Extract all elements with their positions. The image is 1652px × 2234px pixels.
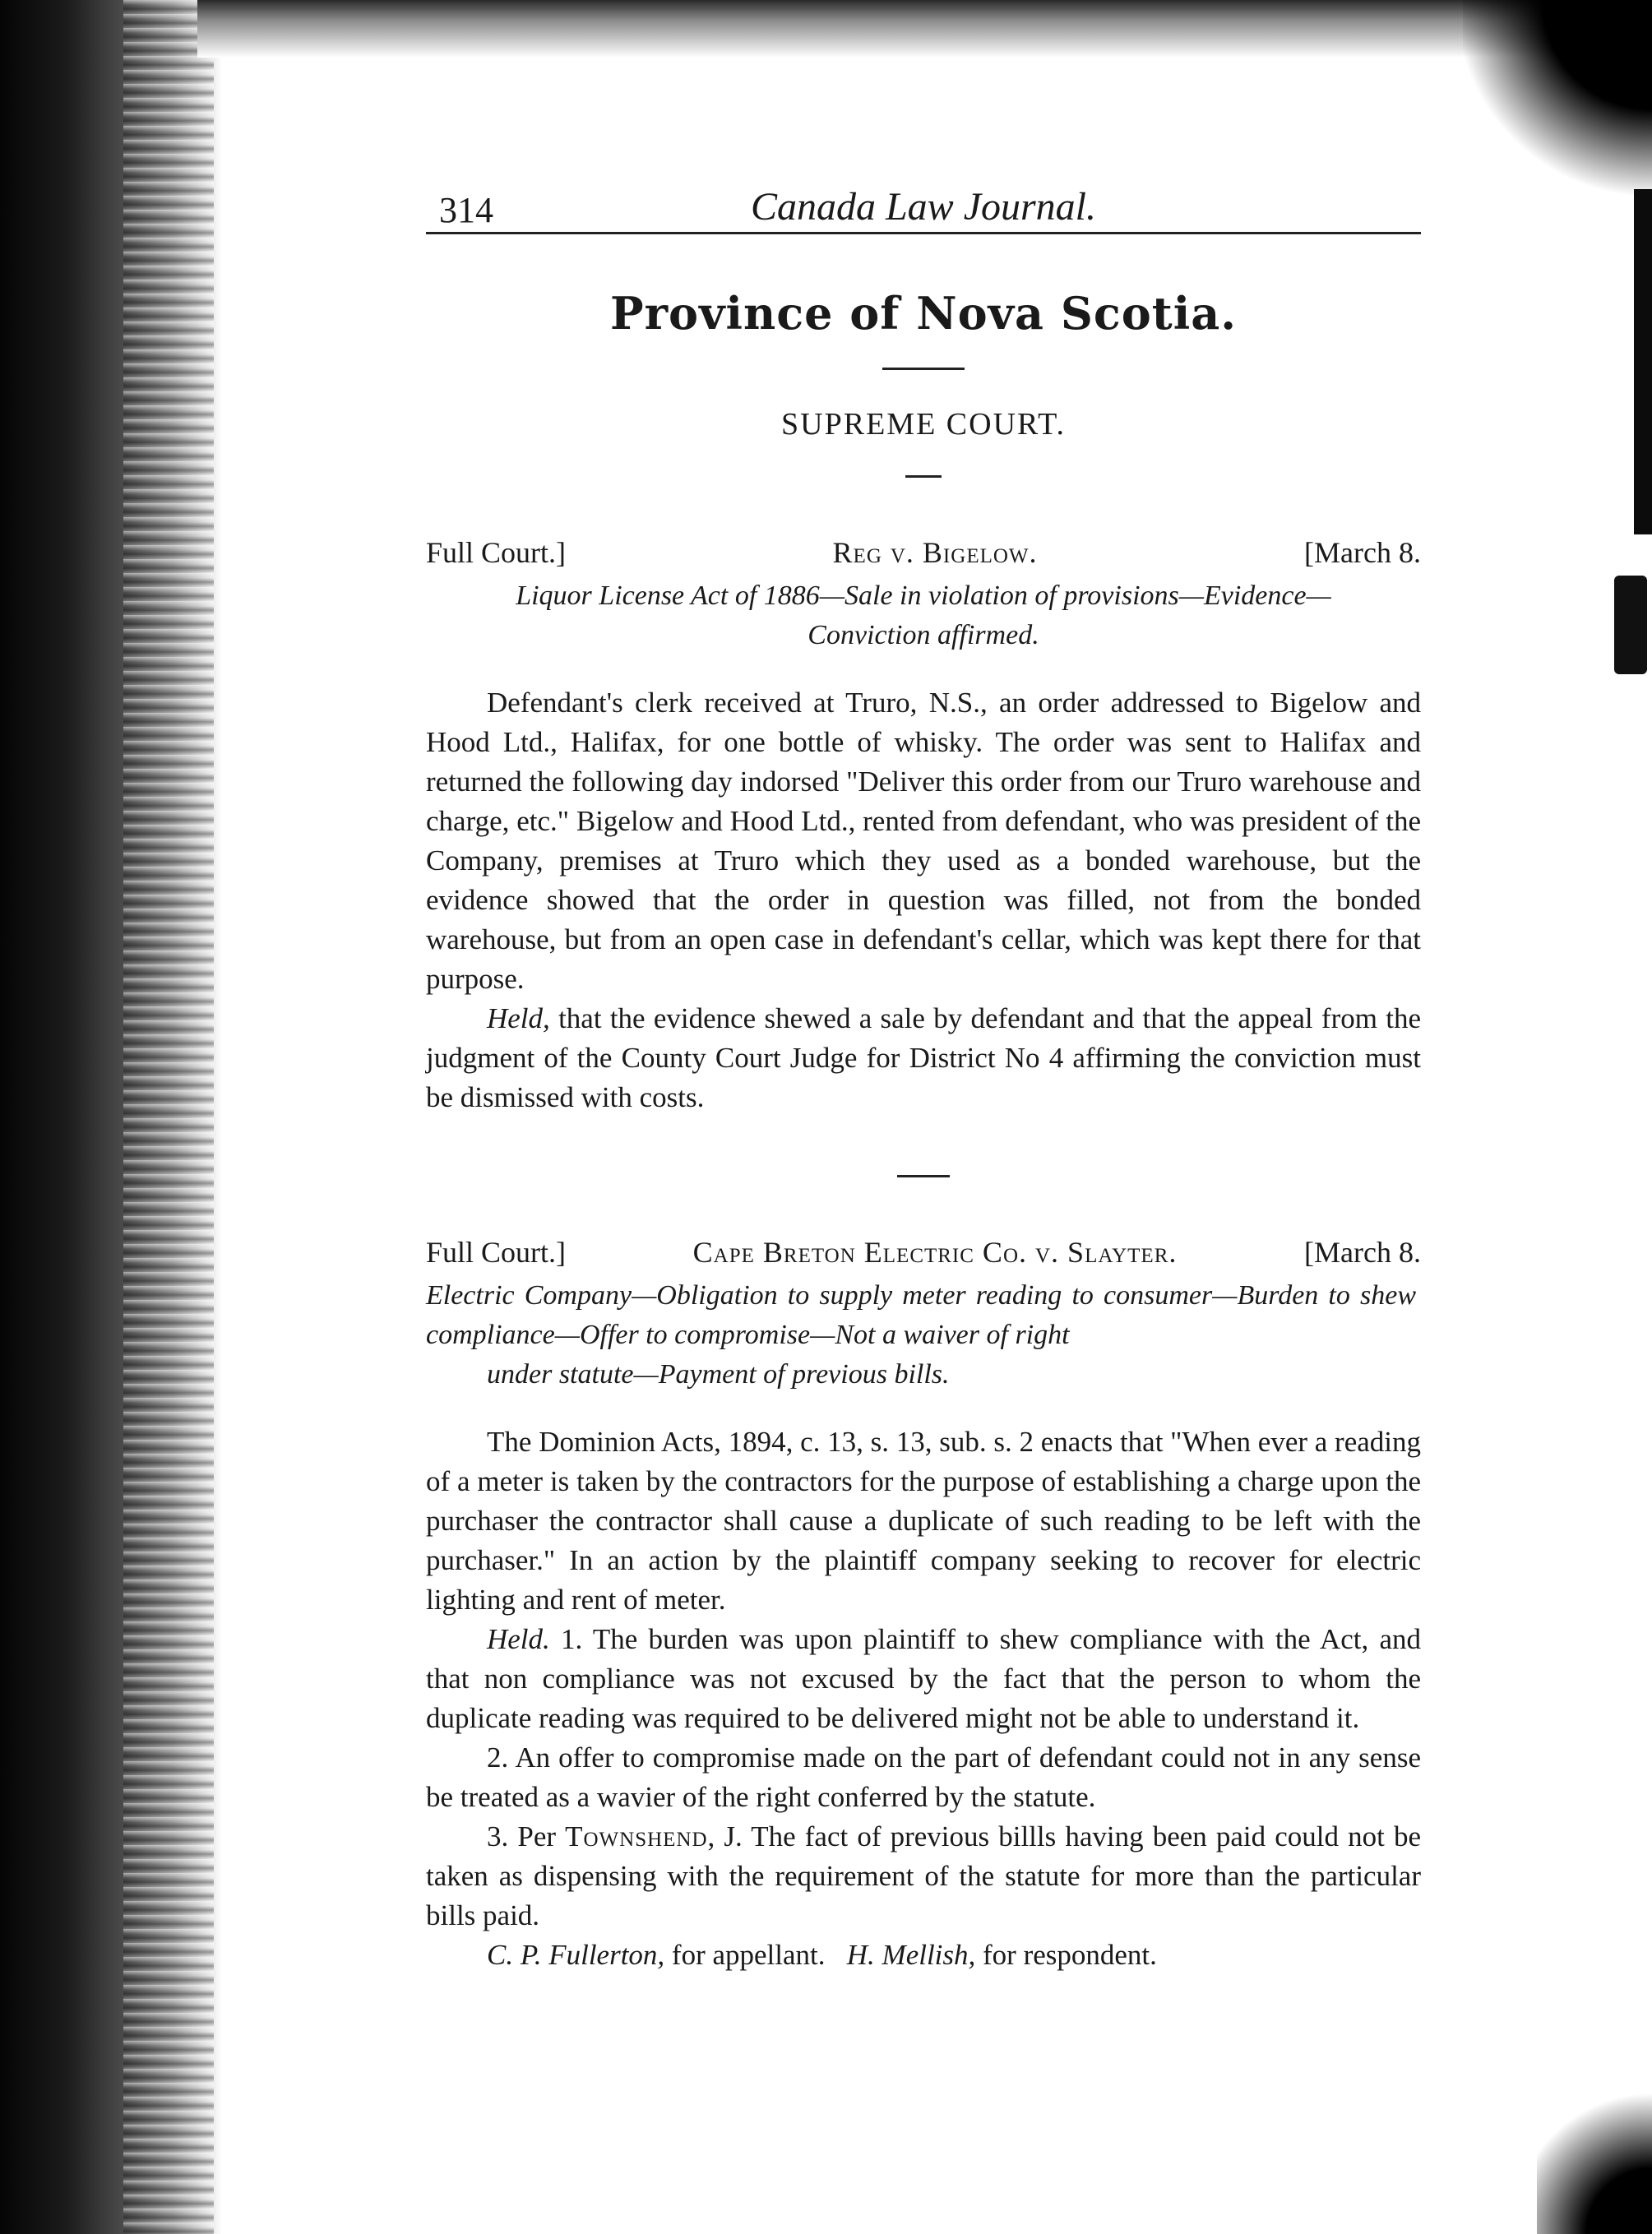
case-body-paragraph: Defendant's clerk received at Truro, N.S., an order addressed to Bigelow and Hood Ltd., Halifax, for one bottle of whisky. The order was sent to Halifax and returned the following day indorsed "Deliver this order from our Truro warehouse and charge, etc." Bigelow and Hood Ltd., rented from defendant, who was president of the Company, premises at Truro which they used as a bonded warehouse, but the evidence showed that the order in question was filled, not from the bonded warehouse, but from an open case in defendant's cellar, which was kept there for that purpose.: [426, 687, 1421, 995]
case-heading: [426, 535, 1421, 570]
appellant-role: for appellant.: [664, 1939, 826, 1971]
scan-top-edge: [197, 0, 1652, 58]
scan-right-top-corner: [1463, 0, 1652, 197]
case-date: [March 8.: [1304, 1236, 1421, 1269]
judge-name: Townshend: [565, 1820, 708, 1852]
held-label: Held.: [487, 1623, 550, 1655]
divider: [905, 475, 942, 478]
case-headnote: [426, 576, 1421, 655]
case-name: Cape Breton Electric Co. v. Slayter.: [692, 1236, 1178, 1269]
counsel-line: [426, 1936, 1421, 1975]
headnote-line: under statute—Payment of previous bills.: [487, 1359, 950, 1390]
running-title: Canada Law Journal.: [750, 185, 1097, 229]
case-name: Reg v. Bigelow.: [832, 536, 1038, 569]
page-header: [426, 164, 1421, 234]
divider: [882, 368, 965, 370]
headnote-line: Liquor License Act of 1886—Sale in violation of provisions—Evidence—: [516, 580, 1331, 611]
held-label: Held,: [487, 1002, 550, 1034]
scan-left-edge-texture: [123, 0, 214, 2234]
court-title: SUPREME COURT.: [781, 407, 1066, 442]
appellant-counsel: C. P. Fullerton,: [487, 1939, 665, 1971]
respondent-role: for respondent.: [975, 1939, 1157, 1971]
headnote-line: Electric Company—Obligation to supply meter reading to consumer—Burden to shew compliance—Offer to compromise—Not a waiver of right: [426, 1280, 1416, 1350]
held-prefix: 3. Per: [487, 1820, 566, 1852]
scan-right-notch: [1614, 576, 1647, 674]
respondent-counsel: H. Mellish,: [846, 1939, 976, 1971]
case-headnote: [426, 1276, 1421, 1395]
divider: [897, 1175, 950, 1177]
case-held-paragraph: 2. An offer to compromise made on the part of defendant could not in any sense be treated as a wavier of the right conferred by the statute.: [426, 1741, 1421, 1813]
scan-right-bottom-corner: [1537, 2086, 1652, 2234]
held-text: that the evidence shewed a sale by defendant and that the appeal from the judgment of the County Court Judge for District No 4 affirming the conviction must be dismissed with costs.: [426, 1002, 1421, 1113]
scan-right-edge: [1634, 189, 1652, 534]
headnote-line: Conviction affirmed.: [807, 620, 1039, 650]
case-date: [March 8.: [1304, 536, 1421, 569]
case-held-paragraph: [426, 999, 1421, 1117]
case-court: Full Court.]: [426, 1236, 567, 1269]
case-held-paragraph: [426, 1620, 1421, 1738]
held-text: , J. The fact of previous billls having been paid could not be taken as dispensing with the requirement of the statute for more than the particular bills paid.: [426, 1820, 1421, 1931]
case-court: Full Court.]: [426, 536, 567, 569]
held-text: 1. The burden was upon plaintiff to shew compliance with the Act, and that non compliance was not excused by the fact that the person to whom the duplicate reading was required to be delivered might not be able to understand it.: [426, 1623, 1421, 1734]
case-body-paragraph: The Dominion Acts, 1894, c. 13, s. 13, sub. s. 2 enacts that "When ever a reading of a meter is taken by the contractors for the purpose of establishing a charge upon the purchaser the contractor shall cause a duplicate of such reading to be left with the purchaser." In an action by the plaintiff company seeking to recover for electric lighting and rent of meter.: [426, 1426, 1421, 1616]
journal-page: [426, 164, 1421, 1975]
section-title: Province of Nova Scotia.: [610, 287, 1237, 340]
case-heading: [426, 1235, 1421, 1270]
page-number: 314: [439, 190, 493, 230]
case-held-paragraph: [426, 1817, 1421, 1936]
